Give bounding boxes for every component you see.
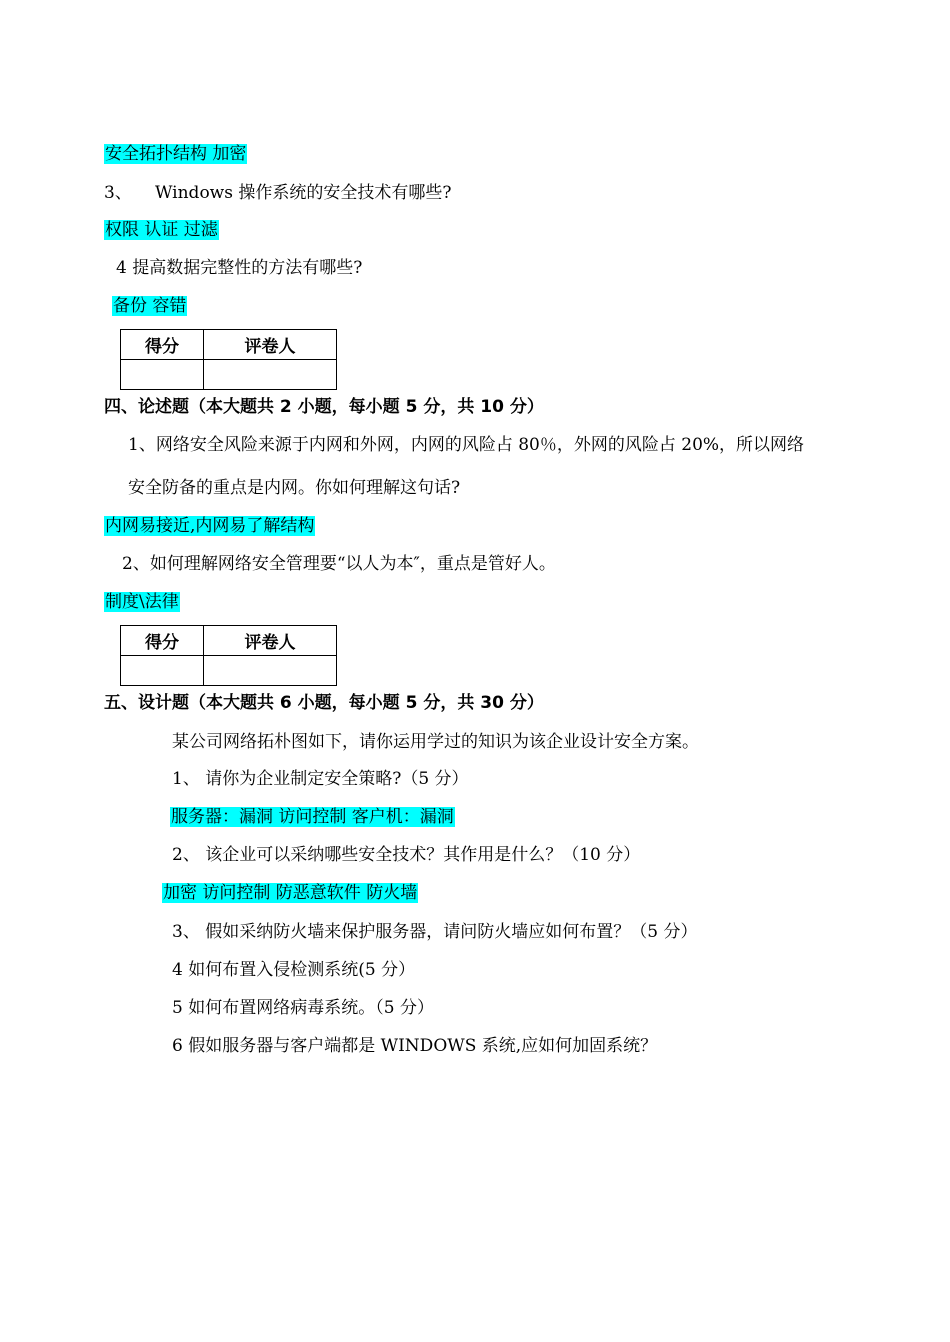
score-table-1 xyxy=(120,329,337,390)
answer-q3: 权限 认证 过滤 xyxy=(105,220,218,240)
section-5-question-1: 1、 请你为企业制定安全策略?（5 分） xyxy=(172,769,469,789)
section-4-answer-2: 制度\法律 xyxy=(105,592,179,612)
grader-cell[interactable] xyxy=(204,360,337,390)
section-4-title: 四、论述题（本大题共 2 小题，每小题 5 分，共 10 分） xyxy=(104,397,544,417)
answer-q4: 备份 容错 xyxy=(113,296,187,316)
section-5-answer-1: 服务器：漏洞 访问控制 客户机：漏洞 xyxy=(171,807,454,827)
section-5-question-4: 4 如何布置入侵检测系统(5 分） xyxy=(172,960,416,980)
section-5-title: 五、设计题（本大题共 6 小题，每小题 5 分，共 30 分） xyxy=(104,693,544,713)
section-5-question-3: 3、 假如采纳防火墙来保护服务器，请问防火墙应如何布置？（5 分） xyxy=(172,922,698,942)
question-4: 4 提高数据完整性的方法有哪些? xyxy=(116,258,363,278)
section-5-question-5: 5 如何布置网络病毒系统。（5 分） xyxy=(172,998,434,1018)
question-3-number: 3、 xyxy=(104,183,132,203)
section-5-question-2: 2、 该企业可以采纳哪些安全技术？其作用是什么？（10 分） xyxy=(172,845,641,865)
score-header: 得分 xyxy=(121,626,204,656)
answer-security-topology: 安全拓扑结构 加密 xyxy=(105,144,247,164)
grader-header: 评卷人 xyxy=(204,626,337,656)
score-cell[interactable] xyxy=(121,656,204,686)
section-4-question-1-line-1: 1、网络安全风险来源于内网和外网，内网的风险占 80％，外网的风险占 20%，所以网络 xyxy=(128,435,805,455)
score-cell[interactable] xyxy=(121,360,204,390)
section-5-intro: 某公司网络拓朴图如下，请你运用学过的知识为该企业设计安全方案。 xyxy=(172,732,699,752)
section-4-question-1-line-2: 安全防备的重点是内网。你如何理解这句话? xyxy=(128,478,461,498)
section-5-answer-2: 加密 访问控制 防恶意软件 防火墙 xyxy=(163,883,418,903)
section-4-question-2: 2、如何理解网络安全管理要“以人为本″，重点是管好人。 xyxy=(122,554,556,574)
grader-header: 评卷人 xyxy=(204,330,337,360)
score-header: 得分 xyxy=(121,330,204,360)
section-5-question-6: 6 假如服务器与客户端都是 WINDOWS 系统,应如何加固系统？ xyxy=(172,1036,658,1056)
score-table-2 xyxy=(120,625,337,686)
grader-cell[interactable] xyxy=(204,656,337,686)
section-4-answer-1: 内网易接近,内网易了解结构 xyxy=(105,516,315,536)
question-3-text: Windows 操作系统的安全技术有哪些? xyxy=(155,183,452,203)
